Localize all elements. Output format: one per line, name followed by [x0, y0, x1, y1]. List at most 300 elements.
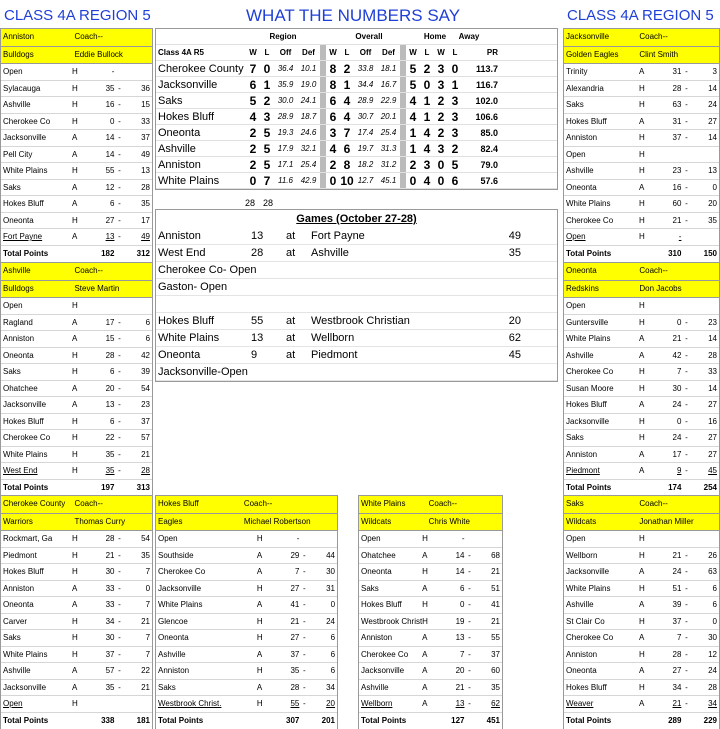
- location: H: [639, 199, 645, 208]
- opponent: Cherokee Co: [361, 649, 409, 659]
- standings-cell: 2: [249, 126, 257, 140]
- coach-label: Coach--: [639, 266, 668, 275]
- opponent: Open: [566, 534, 586, 543]
- team-mascot-row: [564, 47, 719, 65]
- location: H: [256, 583, 263, 593]
- opponent: Trinity: [566, 67, 588, 76]
- points-against: 35: [708, 215, 717, 225]
- opponent: Cherokee Co: [3, 433, 51, 442]
- location: H: [72, 466, 78, 475]
- location: A: [639, 400, 645, 409]
- game-cell: Oneonta: [158, 349, 201, 361]
- game-cell: Fort Payne: [311, 230, 365, 242]
- opponent: Oneonta: [3, 600, 34, 609]
- game-row: [359, 614, 502, 631]
- points-against: 37: [491, 649, 500, 659]
- points-for: 35: [105, 449, 115, 459]
- game-cell: Anniston: [158, 230, 201, 242]
- game-cell: [286, 262, 311, 278]
- game-row: [1, 630, 152, 647]
- points-against: 34: [708, 699, 717, 708]
- game-cell: White Plains: [158, 332, 220, 344]
- points-for: 9: [676, 466, 682, 475]
- dash-separator: -: [685, 583, 688, 593]
- standings-cell: 1: [263, 78, 271, 92]
- standings-cell: Ashville: [158, 143, 196, 155]
- game-row: [156, 364, 557, 381]
- standings-cell: 19.3: [277, 128, 294, 137]
- location: H: [639, 616, 645, 626]
- standings-cell: 0: [329, 174, 337, 188]
- game-row: [1, 64, 152, 81]
- game-cell: Hokes Bluff: [158, 315, 215, 327]
- points-against: [689, 298, 719, 314]
- location: H: [639, 83, 645, 93]
- opponent: St Clair Co: [566, 616, 605, 626]
- header-right: CLASS 4A REGION 5: [567, 7, 714, 24]
- team-mascot: Bulldogs: [3, 283, 34, 293]
- coach-name: Jonathan Miller: [639, 516, 694, 526]
- dash-separator: -: [685, 166, 688, 175]
- points-for: 6: [460, 583, 465, 593]
- points-for: 30: [105, 567, 115, 576]
- location: H: [639, 583, 645, 593]
- coach-label: Coach--: [243, 499, 273, 508]
- points-for: -: [678, 232, 682, 241]
- location: H: [422, 616, 428, 626]
- standings-cell: 28.9: [357, 96, 374, 105]
- points-against: 20: [326, 699, 336, 708]
- dash-separator: -: [685, 383, 688, 393]
- standings-cell: 79.0: [480, 160, 498, 170]
- standings-cell: 2: [249, 158, 257, 172]
- dash-separator: -: [118, 583, 121, 593]
- game-row: [564, 381, 719, 398]
- dash-separator: -: [303, 600, 306, 609]
- game-cell: Westbrook Christian: [311, 315, 410, 327]
- opponent: Jacksonville: [3, 133, 47, 142]
- standings-col-0: Class 4A R5: [158, 48, 204, 57]
- standings-cell: 4: [329, 142, 337, 156]
- standings-cell: 1: [423, 94, 431, 108]
- game-row: [564, 663, 719, 680]
- points-for: 55: [290, 699, 300, 708]
- opponent: Saks: [3, 182, 21, 192]
- game-row: [564, 348, 719, 365]
- opponent: Open: [566, 301, 586, 310]
- opponent: Ashville: [3, 666, 31, 675]
- opponent: White Plains: [566, 334, 611, 343]
- team-card-jacksonville: [563, 28, 720, 263]
- game-row: [359, 564, 502, 581]
- location: H: [639, 649, 645, 659]
- points-against: [122, 298, 152, 314]
- standings-cell: 36.4: [277, 64, 294, 73]
- points-for: 31: [672, 67, 682, 76]
- opponent: Carver: [3, 616, 28, 626]
- total-against: 181: [136, 715, 151, 725]
- coach-name: Chris White: [428, 516, 470, 526]
- location: H: [72, 534, 78, 543]
- opponent: Oneonta: [3, 215, 34, 225]
- dash-separator: -: [685, 400, 688, 409]
- total-for: 197: [101, 482, 115, 492]
- standings-cell: 3: [437, 62, 445, 76]
- location: A: [72, 383, 78, 393]
- points-against: 27: [708, 449, 717, 459]
- team-mascot-row: [1, 514, 152, 532]
- points-for: 0: [460, 600, 465, 609]
- standings-row: [156, 61, 557, 77]
- dash-separator: -: [685, 616, 688, 626]
- coach-name: Don Jacobs: [639, 283, 682, 293]
- standings-cell: 1: [409, 126, 417, 140]
- points-for: 13: [105, 400, 115, 409]
- game-row: [1, 663, 152, 680]
- game-cell: Wellborn: [311, 332, 355, 344]
- game-cell: [481, 296, 521, 312]
- dash-separator: -: [685, 367, 688, 376]
- game-row: [359, 548, 502, 565]
- points-against: 31: [326, 583, 336, 593]
- standings-cell: 5: [263, 158, 271, 172]
- dash-separator: -: [685, 550, 688, 560]
- opponent: Oneonta: [158, 633, 189, 642]
- game-row: [156, 262, 557, 279]
- total-row: [564, 246, 719, 263]
- standings-col-4: Def: [302, 48, 315, 57]
- game-row: [564, 414, 719, 431]
- standings-cell: 4: [423, 174, 431, 188]
- opponent: Anniston: [566, 133, 598, 142]
- location: A: [639, 567, 645, 576]
- points-for: 21: [105, 550, 115, 560]
- standings-cell: 1: [343, 78, 351, 92]
- game-row: [1, 414, 152, 431]
- coach-label: Coach--: [639, 499, 668, 508]
- dash-separator: -: [118, 199, 121, 208]
- dash-separator: -: [685, 433, 688, 442]
- opponent: White Plains: [3, 449, 48, 459]
- opponent: Saks: [158, 682, 176, 692]
- points-against: 21: [491, 616, 500, 626]
- location: H: [256, 534, 263, 543]
- dash-separator: -: [303, 583, 306, 593]
- standings-cell: 4: [249, 110, 257, 124]
- game-row: [156, 279, 557, 296]
- points-against: 6: [712, 600, 717, 609]
- total-against: 150: [703, 248, 717, 258]
- dash-separator: -: [685, 100, 688, 109]
- location: A: [72, 133, 78, 142]
- location: H: [639, 301, 645, 310]
- opponent: Hokes Bluff: [566, 400, 607, 409]
- opponent: Saks: [361, 583, 379, 593]
- team-mascot: Redskins: [566, 283, 599, 293]
- team-card-anniston: [0, 28, 153, 263]
- game-row: [564, 180, 719, 197]
- standings-col-2: L: [264, 48, 270, 57]
- game-row: [564, 680, 719, 697]
- points-for: [654, 298, 684, 314]
- points-for: 19: [455, 616, 465, 626]
- opponent: Anniston: [158, 666, 190, 675]
- total-for: 307: [286, 715, 300, 725]
- location: A: [639, 182, 645, 192]
- points-for: 15: [105, 334, 115, 343]
- game-row: [564, 548, 719, 565]
- points-against: 6: [145, 317, 151, 327]
- location: H: [639, 682, 645, 692]
- dash-separator: -: [685, 133, 688, 142]
- standings-cell: 19.0: [300, 80, 317, 89]
- game-row: [359, 581, 502, 598]
- location: A: [639, 334, 645, 343]
- points-against: 54: [141, 383, 151, 393]
- opponent: Open: [566, 149, 586, 159]
- dash-separator: -: [468, 616, 471, 626]
- location: A: [639, 466, 645, 475]
- game-cell: [481, 279, 521, 295]
- game-cell: 9: [251, 349, 258, 361]
- points-for: 0: [676, 317, 682, 327]
- dash-separator: -: [468, 550, 471, 560]
- standings-cell: 2: [437, 110, 445, 124]
- game-row: [359, 597, 502, 614]
- points-against: [472, 531, 502, 547]
- extra-w: 28: [245, 198, 256, 208]
- dash-separator: -: [685, 600, 688, 609]
- standings-cell: 3: [451, 126, 459, 140]
- game-row: [564, 147, 719, 164]
- location: A: [256, 567, 263, 576]
- dash-separator: -: [118, 616, 121, 626]
- location: H: [72, 416, 78, 426]
- points-against: 41: [491, 600, 500, 609]
- game-row: [156, 296, 557, 313]
- game-row: [1, 647, 152, 664]
- standings-cell: 33.8: [357, 64, 374, 73]
- game-row: [1, 331, 152, 348]
- standings-cell: 17.1: [277, 160, 294, 169]
- dash-separator: -: [118, 116, 121, 126]
- standings-cell: 6: [343, 142, 351, 156]
- opponent: Open: [3, 301, 23, 310]
- game-row: [156, 531, 337, 548]
- total-against: 312: [136, 248, 151, 258]
- location: H: [422, 600, 428, 609]
- game-row: [564, 447, 719, 464]
- standings-cell: 32.1: [300, 144, 317, 153]
- standings-cell: 35.9: [277, 80, 294, 89]
- overall-header: Overall: [355, 32, 383, 41]
- team-name: Ashville: [3, 266, 31, 275]
- points-for: 27: [290, 633, 300, 642]
- opponent: Oneonta: [361, 567, 392, 576]
- standings-cell: Hokes Bluff: [158, 111, 215, 123]
- dash-separator: -: [118, 166, 121, 175]
- opponent: Jacksonville: [3, 682, 47, 692]
- game-row: [1, 315, 152, 332]
- points-against: 13: [708, 166, 717, 175]
- game-row: [156, 228, 557, 245]
- standings-cell: 2: [409, 158, 417, 172]
- standings-cell: 4: [409, 94, 417, 108]
- game-row: [156, 663, 337, 680]
- total-for: 182: [101, 248, 115, 258]
- points-for: 0: [110, 116, 115, 126]
- coach-name: Steve Martin: [74, 283, 120, 293]
- location: A: [422, 649, 428, 659]
- opponent: Ragland: [3, 317, 33, 327]
- game-cell: [311, 262, 481, 278]
- team-mascot-row: [564, 514, 719, 532]
- dash-separator: -: [118, 682, 121, 692]
- game-row: [564, 614, 719, 631]
- total-against: 229: [703, 715, 717, 725]
- points-for: 37: [672, 133, 682, 142]
- standings-cell: 5: [249, 94, 257, 108]
- standings-cell: 20.1: [380, 112, 397, 121]
- points-for: 21: [290, 616, 300, 626]
- dash-separator: -: [303, 699, 306, 708]
- standings-cell: 6: [329, 94, 337, 108]
- points-for: 6: [110, 367, 115, 376]
- team-name-row: [564, 29, 719, 47]
- points-against: 13: [141, 166, 151, 175]
- game-cell: Cherokee Co- Open: [158, 264, 257, 276]
- standings-cell: 4: [343, 94, 351, 108]
- standings-cell: 7: [263, 174, 271, 188]
- dash-separator: -: [118, 433, 121, 442]
- standings-cell: 2: [329, 158, 337, 172]
- location: H: [639, 416, 645, 426]
- points-against: 23: [708, 317, 717, 327]
- points-against: 39: [141, 367, 151, 376]
- standings-cell: 8: [343, 158, 351, 172]
- game-row: [1, 531, 152, 548]
- points-against: 35: [491, 682, 500, 692]
- standings-cell: 0: [249, 174, 257, 188]
- game-row: [1, 381, 152, 398]
- standings-cell: 45.1: [380, 176, 397, 185]
- game-cell: 13: [251, 332, 264, 344]
- game-cell: [286, 296, 311, 312]
- game-cell: [251, 262, 286, 278]
- opponent: Glencoe: [158, 616, 188, 626]
- location: A: [72, 682, 78, 692]
- location: A: [422, 583, 428, 593]
- game-cell: Piedmont: [311, 349, 358, 361]
- game-row: [156, 548, 337, 565]
- points-for: 12: [105, 182, 115, 192]
- standings-group-header: [156, 29, 557, 45]
- coach-label: Coach--: [428, 499, 458, 508]
- points-for: 42: [672, 350, 682, 360]
- location: H: [639, 215, 645, 225]
- standings-cell: 1: [409, 142, 417, 156]
- points-against: 7: [145, 600, 151, 609]
- coach-label: Coach--: [74, 32, 103, 41]
- game-row: [564, 298, 719, 315]
- game-row: [1, 147, 152, 164]
- dash-separator: -: [303, 682, 306, 692]
- game-row: [1, 680, 152, 697]
- game-row: [359, 663, 502, 680]
- dash-separator: -: [118, 449, 121, 459]
- location: H: [639, 100, 645, 109]
- standings-row: [156, 125, 557, 141]
- standings-cell: 0: [409, 174, 417, 188]
- opponent: White Plains: [566, 199, 611, 208]
- opponent: Anniston: [566, 649, 598, 659]
- standings-cell: 82.4: [480, 144, 498, 154]
- points-for: 7: [676, 633, 682, 642]
- game-row: [359, 647, 502, 664]
- points-for: 14: [455, 550, 465, 560]
- game-row: [564, 64, 719, 81]
- game-row: [1, 548, 152, 565]
- location: A: [639, 67, 645, 76]
- standings-cell: 106.6: [475, 112, 498, 122]
- game-row: [564, 163, 719, 180]
- team-name: Saks: [566, 499, 584, 508]
- dash-separator: -: [468, 633, 471, 642]
- opponent: Hokes Bluff: [3, 199, 44, 208]
- game-cell: [251, 364, 286, 380]
- standings-cell: 2: [437, 126, 445, 140]
- points-against: 55: [491, 633, 500, 642]
- points-against: 35: [141, 550, 151, 560]
- team-mascot: Bulldogs: [3, 49, 34, 59]
- game-row: [564, 229, 719, 246]
- opponent: Anniston: [361, 633, 393, 642]
- points-for: 7: [294, 567, 300, 576]
- total-against: 254: [703, 482, 717, 492]
- dash-separator: -: [118, 666, 121, 675]
- points-against: 6: [330, 633, 336, 642]
- game-cell: 62: [508, 332, 521, 344]
- game-row: [1, 397, 152, 414]
- total-row: [156, 713, 337, 729]
- coach-name: Clint Smith: [639, 49, 679, 59]
- standings-row: [156, 173, 557, 189]
- dash-separator: -: [685, 699, 688, 708]
- game-cell: Gaston- Open: [158, 281, 228, 293]
- game-row: [564, 213, 719, 230]
- opponent: White Plains: [158, 600, 203, 609]
- points-against: 26: [708, 550, 717, 560]
- opponent: Jacksonville: [566, 416, 610, 426]
- dash-separator: -: [118, 383, 121, 393]
- points-against: 34: [326, 682, 336, 692]
- points-against: 6: [145, 334, 151, 343]
- standings-cell: 3: [437, 78, 445, 92]
- points-against: 37: [141, 133, 151, 142]
- opponent: Ashville: [566, 350, 594, 360]
- location: H: [422, 567, 428, 576]
- game-row: [564, 196, 719, 213]
- game-row: [156, 696, 337, 713]
- opponent: Cherokee Co: [566, 633, 614, 642]
- opponent: Open: [158, 534, 178, 543]
- standings-cell: 6: [451, 174, 459, 188]
- dash-separator: -: [118, 182, 121, 192]
- points-against: 0: [330, 600, 336, 609]
- game-cell: Ashville: [311, 247, 349, 259]
- total-blank: [639, 246, 654, 263]
- standings-cell: Saks: [158, 95, 183, 107]
